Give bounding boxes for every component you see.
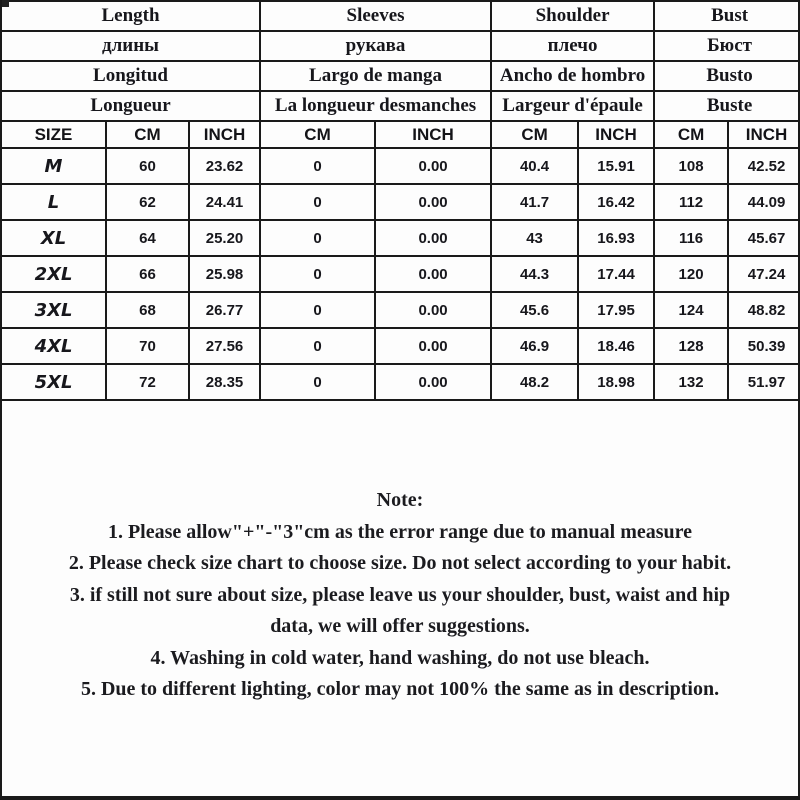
- length-cm-cell: 62: [106, 184, 189, 220]
- header-row-russian: [1, 31, 800, 61]
- shoulder-inch-cell: 17.44: [578, 256, 654, 292]
- shoulder-inch-cell: 18.46: [578, 328, 654, 364]
- length-cm-header: CM: [106, 121, 189, 148]
- header-bust-ru: Бюст: [654, 31, 800, 61]
- sleeves-cm-header: CM: [260, 121, 375, 148]
- size-row-m: [1, 148, 800, 184]
- header-row-english: [1, 1, 800, 31]
- sleeves-inch-cell: 0.00: [375, 364, 491, 400]
- length-cm-cell: 72: [106, 364, 189, 400]
- header-bust-en: Bust: [654, 1, 800, 31]
- note-line-5: 5. Due to different lighting, color may not 100% the same as in description.: [80, 678, 720, 700]
- size-row-2xl: [1, 256, 800, 292]
- sleeves-cm-cell: 0: [260, 256, 375, 292]
- note-line-3: 3. if still not sure about size, please leave us your shoulder, bust, waist and hip: [69, 583, 731, 606]
- shoulder-inch-header: INCH: [578, 121, 654, 148]
- header-sleeves-en: Sleeves: [260, 1, 491, 31]
- sleeves-inch-cell: 0.00: [375, 184, 491, 220]
- bust-inch-cell: 45.67: [728, 220, 800, 256]
- bust-inch-cell: 42.52: [728, 148, 800, 184]
- bust-cm-header: CM: [654, 121, 728, 148]
- shoulder-inch-cell: 18.98: [578, 364, 654, 400]
- bust-cm-cell: 112: [654, 184, 728, 220]
- header-sleeves-es: Largo de manga: [260, 61, 491, 91]
- size-row-4xl: [1, 328, 800, 364]
- note-line-3-continued: data, we will offer suggestions.: [270, 615, 530, 637]
- note-section: [2, 485, 798, 706]
- sleeves-inch-header: INCH: [375, 121, 491, 148]
- length-inch-cell: 25.20: [189, 220, 260, 256]
- sleeves-cm-cell: 0: [260, 148, 375, 184]
- sleeves-inch-cell: 0.00: [375, 256, 491, 292]
- shoulder-inch-cell: 16.93: [578, 220, 654, 256]
- shoulder-cm-header: CM: [491, 121, 578, 148]
- length-inch-cell: 28.35: [189, 364, 260, 400]
- bust-cm-cell: 120: [654, 256, 728, 292]
- length-cm-cell: 64: [106, 220, 189, 256]
- length-cm-cell: 66: [106, 256, 189, 292]
- shoulder-inch-cell: 16.42: [578, 184, 654, 220]
- length-inch-cell: 25.98: [189, 256, 260, 292]
- shoulder-cm-cell: 44.3: [491, 256, 578, 292]
- shoulder-cm-cell: 41.7: [491, 184, 578, 220]
- header-length-fr: Longueur: [1, 91, 260, 121]
- header-shoulder-es: Ancho de hombro: [491, 61, 654, 91]
- size-cell: XL: [1, 220, 106, 256]
- size-cell: M: [1, 148, 106, 184]
- shoulder-cm-cell: 48.2: [491, 364, 578, 400]
- size-row-3xl: [1, 292, 800, 328]
- header-bust-fr: Buste: [654, 91, 800, 121]
- sleeves-inch-cell: 0.00: [375, 148, 491, 184]
- sleeves-inch-cell: 0.00: [375, 220, 491, 256]
- header-length-en: Length: [1, 1, 260, 31]
- shoulder-inch-cell: 15.91: [578, 148, 654, 184]
- size-row-5xl: [1, 364, 800, 400]
- sleeves-inch-cell: 0.00: [375, 292, 491, 328]
- sleeves-cm-cell: 0: [260, 328, 375, 364]
- bust-cm-cell: 108: [654, 148, 728, 184]
- size-cell: L: [1, 184, 106, 220]
- bust-inch-cell: 44.09: [728, 184, 800, 220]
- shoulder-cm-cell: 43: [491, 220, 578, 256]
- sleeves-cm-cell: 0: [260, 364, 375, 400]
- bust-inch-cell: 47.24: [728, 256, 800, 292]
- length-inch-header: INCH: [189, 121, 260, 148]
- header-sleeves-fr: La longueur desmanches: [260, 91, 491, 121]
- header-shoulder-fr: Largeur d'épaule: [491, 91, 654, 121]
- size-cell: 3XL: [1, 292, 106, 328]
- size-column-header: SIZE: [1, 121, 106, 148]
- bust-inch-cell: 48.82: [728, 292, 800, 328]
- header-bust-es: Busto: [654, 61, 800, 91]
- header-row-french: [1, 91, 800, 121]
- bust-cm-cell: 124: [654, 292, 728, 328]
- header-shoulder-ru: плечо: [491, 31, 654, 61]
- sleeves-inch-cell: 0.00: [375, 328, 491, 364]
- length-cm-cell: 60: [106, 148, 189, 184]
- header-row-spanish: [1, 61, 800, 91]
- sleeves-cm-cell: 0: [260, 292, 375, 328]
- header-length-es: Longitud: [1, 61, 260, 91]
- shoulder-cm-cell: 46.9: [491, 328, 578, 364]
- shoulder-cm-cell: 45.6: [491, 292, 578, 328]
- length-inch-cell: 27.56: [189, 328, 260, 364]
- length-inch-cell: 24.41: [189, 184, 260, 220]
- bust-cm-cell: 128: [654, 328, 728, 364]
- note-line-4: 4. Washing in cold water, hand washing, do not use bleach.: [150, 646, 650, 669]
- size-cell: 5XL: [1, 364, 106, 400]
- length-cm-cell: 70: [106, 328, 189, 364]
- sleeves-cm-cell: 0: [260, 220, 375, 256]
- header-sleeves-ru: рукава: [260, 31, 491, 61]
- note-line-1: 1. Please allow"+"-"3"cm as the error range due to manual measure: [107, 520, 693, 543]
- corner-fold-mark: [2, 0, 9, 7]
- size-row-l: [1, 184, 800, 220]
- length-cm-cell: 68: [106, 292, 189, 328]
- size-row-xl: [1, 220, 800, 256]
- bust-inch-cell: 50.39: [728, 328, 800, 364]
- size-cell: 2XL: [1, 256, 106, 292]
- size-cell: 4XL: [1, 328, 106, 364]
- shoulder-inch-cell: 17.95: [578, 292, 654, 328]
- bust-inch-cell: 51.97: [728, 364, 800, 400]
- bust-cm-cell: 132: [654, 364, 728, 400]
- note-line-2: 2. Please check size chart to choose size. Do not select according to your habit.: [68, 552, 732, 574]
- bust-inch-header: INCH: [728, 121, 800, 148]
- sleeves-cm-cell: 0: [260, 184, 375, 220]
- bust-cm-cell: 116: [654, 220, 728, 256]
- length-inch-cell: 23.62: [189, 148, 260, 184]
- note-title: Note:: [376, 489, 424, 511]
- length-inch-cell: 26.77: [189, 292, 260, 328]
- header-length-ru: длины: [1, 31, 260, 61]
- shoulder-cm-cell: 40.4: [491, 148, 578, 184]
- unit-header-row: [1, 121, 800, 148]
- header-shoulder-en: Shoulder: [491, 1, 654, 31]
